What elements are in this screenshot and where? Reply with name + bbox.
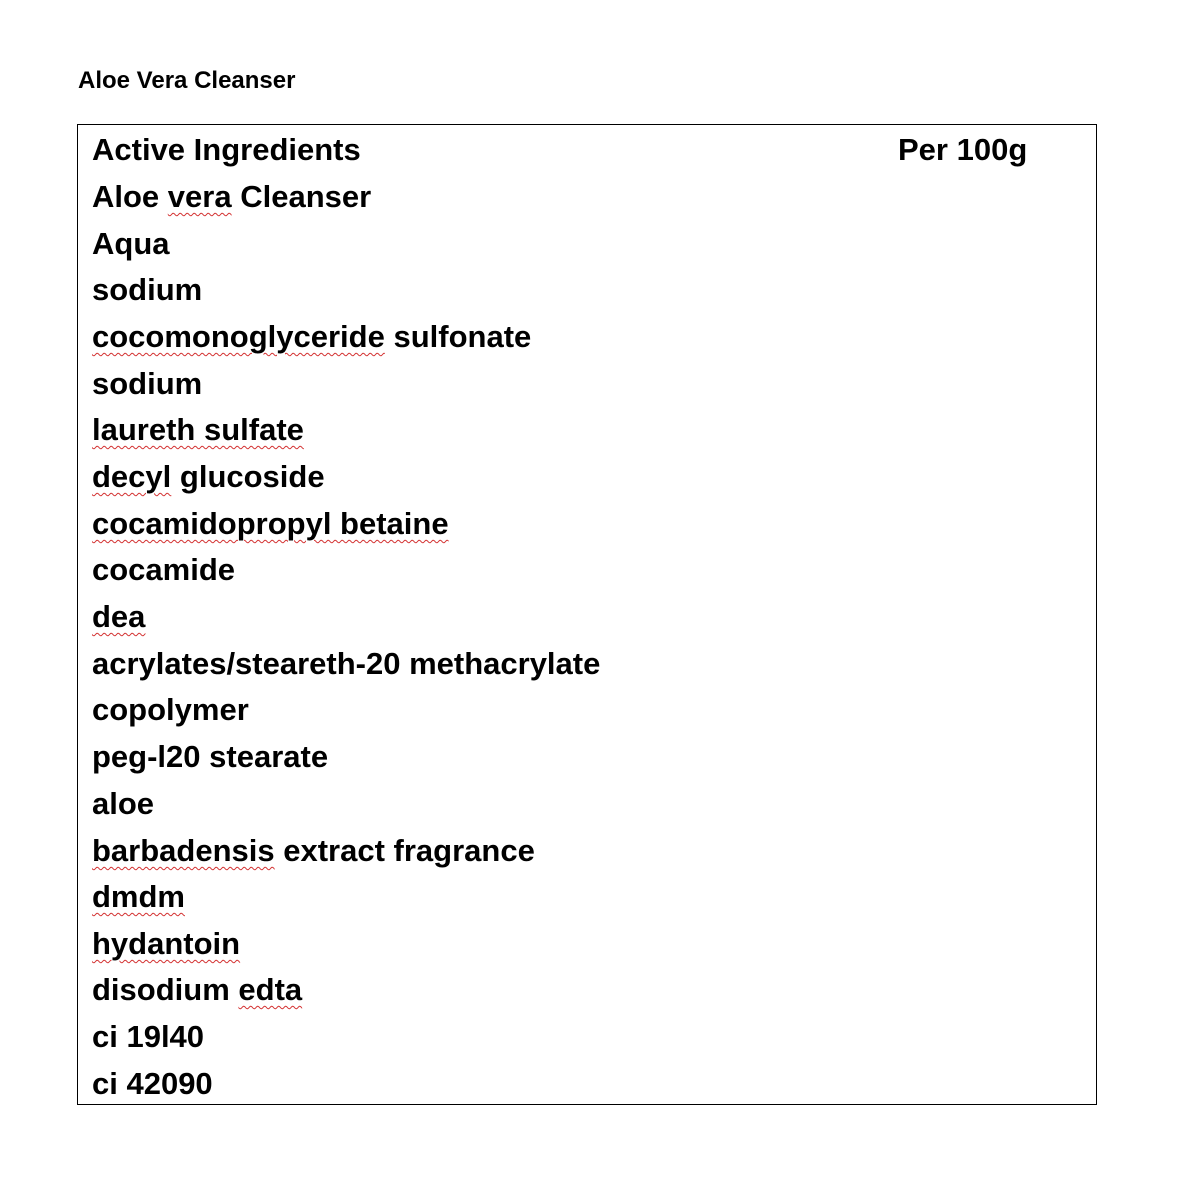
ingredient-row: cocamide (92, 552, 236, 587)
spellcheck-flagged-word: vera (167, 179, 232, 214)
ingredient-row (92, 874, 1082, 920)
ingredient-row: barbadensis extract fragrance (92, 833, 535, 868)
ingredient-row: cocomonoglyceride sulfonate (92, 319, 532, 354)
ingredient-row (92, 921, 1082, 967)
ingredient-row: peg-l20 stearate (92, 739, 329, 774)
ingredient-row: decyl glucoside (92, 459, 325, 494)
ingredient-row: aloe (92, 786, 155, 821)
ingredient-row: acrylates/steareth-20 methacrylate (92, 646, 601, 681)
document-title: Aloe Vera Cleanser (78, 67, 296, 94)
table-header-row (92, 127, 1082, 173)
spellcheck-flagged-word: dmdm (92, 879, 185, 914)
ingredient-row: sodium (92, 272, 203, 307)
spellcheck-flagged-word: edta (238, 972, 303, 1007)
ingredient-row: disodium edta (92, 972, 303, 1007)
spellcheck-flagged-word: decyl (92, 459, 172, 494)
ingredient-row: ci 42090 (92, 1066, 213, 1101)
spellcheck-flagged-word: cocamidopropyl betaine (92, 506, 449, 541)
ingredient-row: sodium (92, 366, 203, 401)
ingredient-row: ci 19l40 (92, 1019, 205, 1054)
amount-column-header: Per 100g (898, 132, 1028, 167)
ingredient-row (92, 594, 1082, 640)
ingredient-row: Aloe vera Cleanser (92, 179, 372, 214)
ingredients-column-header: Active Ingredients (92, 132, 361, 167)
spellcheck-flagged-word: barbadensis (92, 833, 275, 868)
ingredient-row: Aqua (92, 226, 170, 261)
spellcheck-flagged-word: cocomonoglyceride (92, 319, 385, 354)
spellcheck-flagged-word: laureth sulfate (92, 412, 304, 447)
ingredient-row (92, 501, 1082, 547)
ingredients-table (77, 124, 1097, 1105)
ingredient-row: copolymer (92, 692, 249, 727)
spellcheck-flagged-word: dea (92, 599, 146, 634)
spellcheck-flagged-word: hydantoin (92, 926, 241, 961)
ingredient-row (92, 407, 1082, 453)
